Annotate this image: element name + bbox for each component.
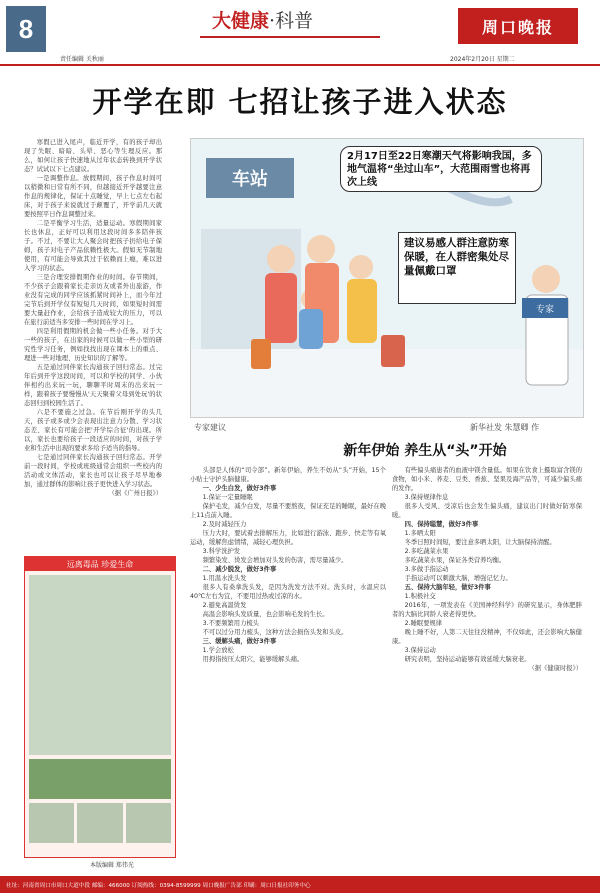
right-subheading: 1.积极社交 bbox=[404, 593, 436, 600]
mid-subheading: 1.用温水洗头发 bbox=[202, 575, 247, 582]
right-paragraph: 冬季日照时间短，要注意多晒太阳，让大脑保持清醒。 bbox=[404, 539, 556, 546]
mid-subheading: 1.学会放松 bbox=[202, 647, 234, 654]
mid-paragraph: 频繁染发、烫发会增加对头发的伤害，需尽量减少。 bbox=[202, 557, 348, 564]
mid-heading: 二、减少脱发，做好3件事 bbox=[202, 566, 277, 573]
right-heading: 五、保持大脑年轻，做好3件事 bbox=[404, 584, 491, 591]
right-source: （据《健康时报》） bbox=[528, 665, 582, 672]
sub-article-right-column bbox=[392, 466, 582, 852]
sub-article-title: 新年伊始 养生从“头”开始 bbox=[343, 443, 507, 459]
page-headline: 开学在即 七招让孩子进入状态 bbox=[92, 85, 508, 119]
station-sign: 车站 bbox=[206, 158, 294, 198]
mid-paragraph: 用拇指按压太阳穴，能够缓解头痛。 bbox=[202, 656, 304, 663]
mid-paragraph: 不可以过分用力梳头，这种方法会损伤头发和头皮。 bbox=[202, 629, 348, 636]
right-paragraph: 晚上睡不好，人第二天往往没精神，不仅如此，还会影响大脑健康。 bbox=[392, 629, 582, 645]
mid-subheading: 3.科学洗护发 bbox=[202, 548, 241, 555]
ad-image bbox=[29, 575, 171, 755]
left-paragraph: 四是利用假期的机会做一些小任务。对于大一些的孩子，在出家的时候可以做一些小型的研究性学习任务，例如找找出现在课本上的重点、理进一些对地理、历史知识的了解等。 bbox=[24, 328, 162, 362]
mid-paragraph: 很多人有桑拿洗头发，是因为洗发方法不对。洗头时，水温应以40℃左右为宜，不要用过热或过凉的水。 bbox=[190, 584, 386, 600]
section-name: 大健康 bbox=[212, 10, 270, 32]
right-subheading: 2.睡眠要规律 bbox=[404, 620, 443, 627]
mid-paragraph: 高温会影响头发质量，也会影响毛发的生长。 bbox=[202, 611, 329, 618]
right-heading: 四、保持聪慧，做好3件事 bbox=[404, 521, 479, 528]
left-paragraph: 七是通过同伴家长沟通孩子回归常态。开学前一段时间，学校或班级通常会组织一些校内的活动或文体活动，家长也可以让孩子尽早地参加，通过群体的影响让孩子更快进入学习状态。 bbox=[24, 454, 162, 488]
mid-paragraph: 头部是人体的“司令部”。新年伊始，养生不妨从“头”开始，15个小贴士守护头脑健康。 bbox=[190, 467, 386, 483]
mid-subheading: 3.不要频繁用力梳头 bbox=[202, 620, 259, 627]
right-subheading: 3.多做手指运动 bbox=[404, 566, 449, 573]
mid-heading: 三、缓解头痛，做好3件事 bbox=[202, 638, 277, 645]
ad-banner bbox=[29, 759, 171, 799]
right-subheading: 3.保持运动 bbox=[404, 647, 436, 654]
section-logo bbox=[212, 6, 313, 33]
right-subheading: 2.多吃蔬菜水果 bbox=[404, 548, 449, 555]
right-paragraph: 很多人受风、受凉后也会发生偏头痛，建议出门时做好防寒保暖。 bbox=[392, 503, 582, 519]
right-subheading: 1.多晒太阳 bbox=[404, 530, 436, 537]
left-paragraph: 三是合理安排假期作业的时间。春节期间，不少孩子会跟着家长走亲访友或者外出旅游，作业没有完成的同学应该抓紧时间补上，而今年过完节后到开学仅有短短几天时间，如果短时间需要大量赶作业，会给孩子造成较大的压力，可以在旅行前适当多安排一些时间在学习上。 bbox=[24, 274, 162, 326]
section-separator: · bbox=[269, 10, 276, 32]
illustration-caption-right: 新华社发 朱慧卿 作 bbox=[470, 423, 540, 432]
mid-paragraph: 保护毛发，减少白发，尽量不要熬夜，保证充足的睡眠，最好在晚上11点前入睡。 bbox=[190, 503, 386, 519]
right-paragraph: 有些偏头痛患者的血液中镁含量低。如果在饮食上摄取富含镁的食物，如小米、荞麦、豆类、香蕉、坚果及海产品等，可减少偏头痛的发作。 bbox=[392, 467, 582, 492]
public-service-ad bbox=[24, 556, 176, 858]
left-paragraph: 一是调整作息。放假期间，孩子作息时间可以稍微和日常有所不同，但越接近开学越要注意作息的规律化，保证十点睡觉，早上七点左右起床，对于孩子来说就过于颠覆了，开学前几天就要按照平日作息调整过来。 bbox=[24, 175, 162, 218]
mid-heading: 一、少生白发，做好3件事 bbox=[202, 485, 277, 492]
mid-subheading: 1.保证一定量睡眠 bbox=[202, 494, 253, 501]
left-paragraph: 寒假已进入尾声，临近开学，有的孩子却出现了失眠、暗暗、头晕、恶心等生理反应。那么，如何让孩子快速地从过年状态转换到开学状态？试试以下七点建议。 bbox=[24, 139, 162, 173]
mid-paragraph: 压力大时，要试着去排解压力，比如进行游泳、跑步、快走等有氧运动，缓解焦虑情绪，减轻心理负担。 bbox=[190, 530, 386, 546]
page-editor: 本版编辑 郑伟光 bbox=[90, 862, 134, 869]
page-number: 8 bbox=[6, 6, 46, 52]
sub-article-mid-column bbox=[190, 466, 386, 852]
right-paragraph: 2016年，一项发表在《美国神经科学》的研究显示，身体肥胖者的大脑比同龄人衰老得更快。 bbox=[392, 602, 582, 618]
footer-bar: 社址：河南省周口市周口大道中段 邮编：466000 订阅热线：0394-8599999 周口晚报广告部 印刷：周口日报社印务中心 bbox=[0, 876, 600, 893]
masthead-logo: 周口晚报 bbox=[458, 8, 578, 44]
ad-thumb bbox=[126, 803, 171, 843]
weather-bubble: 2月17日至22日寒潮天气将影响我国，多地气温将“坐过山车”，大范围雨雪也将再次上线 bbox=[340, 146, 542, 192]
left-paragraph: 六是不要施之过急。在节后刚开学的头几天，孩子或多或少会表现出注意力分散、学习状态差、家长有可能会把'开学综合征'的出现。所以，家长也要给孩子一段适应的时间，对孩子学业和生活中出现的要求多给予适当的指导。 bbox=[24, 409, 162, 452]
mid-subheading: 2.避免高温烫发 bbox=[202, 602, 247, 609]
section-sub: 科普 bbox=[275, 10, 314, 32]
ad-thumb bbox=[77, 803, 122, 843]
section-underline bbox=[200, 36, 380, 38]
illustration-caption-left: 专家建议 bbox=[194, 423, 226, 432]
ad-thumbnails bbox=[29, 803, 171, 843]
right-paragraph: 研究表明，坚持运动能够有效延缓大脑衰老。 bbox=[404, 656, 531, 663]
ad-thumb bbox=[29, 803, 74, 843]
left-article bbox=[24, 138, 162, 546]
editor-credit: 责任编辑 关秋丽 bbox=[60, 56, 104, 63]
left-source: （据《广州日报》） bbox=[108, 490, 162, 497]
ad-header: 远离毒品 珍爱生命 bbox=[25, 557, 175, 571]
right-paragraph: 手指运动可以刺激大脑，增强记忆力。 bbox=[404, 575, 512, 582]
right-subheading: 3.保持规律作息 bbox=[404, 494, 449, 501]
mid-subheading: 2.及时减轻压力 bbox=[202, 521, 247, 528]
advice-sign: 建议易感人群注意防寒保暖，在人群密集处尽量佩戴口罩 bbox=[398, 232, 516, 304]
expert-tag: 专家 bbox=[522, 298, 568, 318]
header-rule bbox=[0, 64, 600, 66]
left-paragraph: 二是平衡学习生活，适量运动。寒假期间家长也休息，正好可以利用这段时间多多陪伴孩子。不过，不要让大人聚会时把孩子扔给电子保姆，孩子对电子产品依赖性极大。假如无节制地使用，有可能会导致其过于依赖而上瘾，难以进入学习的状态。 bbox=[24, 220, 162, 272]
left-paragraph: 五是通过同伴家长沟通孩子回归常态。过完年后到开学这段时间，可以和学校的同学、小伙伴相约出来玩一玩，聊聊平时周末的出来玩一样，跟着孩子要慢慢从'天天聚着父母到处玩'的状态回归到校园生活了。 bbox=[24, 364, 162, 407]
right-paragraph: 多吃蔬菜水果，保证各类营养均衡。 bbox=[404, 557, 506, 564]
dateline: 2024年2月20日 星期二 bbox=[450, 56, 515, 63]
